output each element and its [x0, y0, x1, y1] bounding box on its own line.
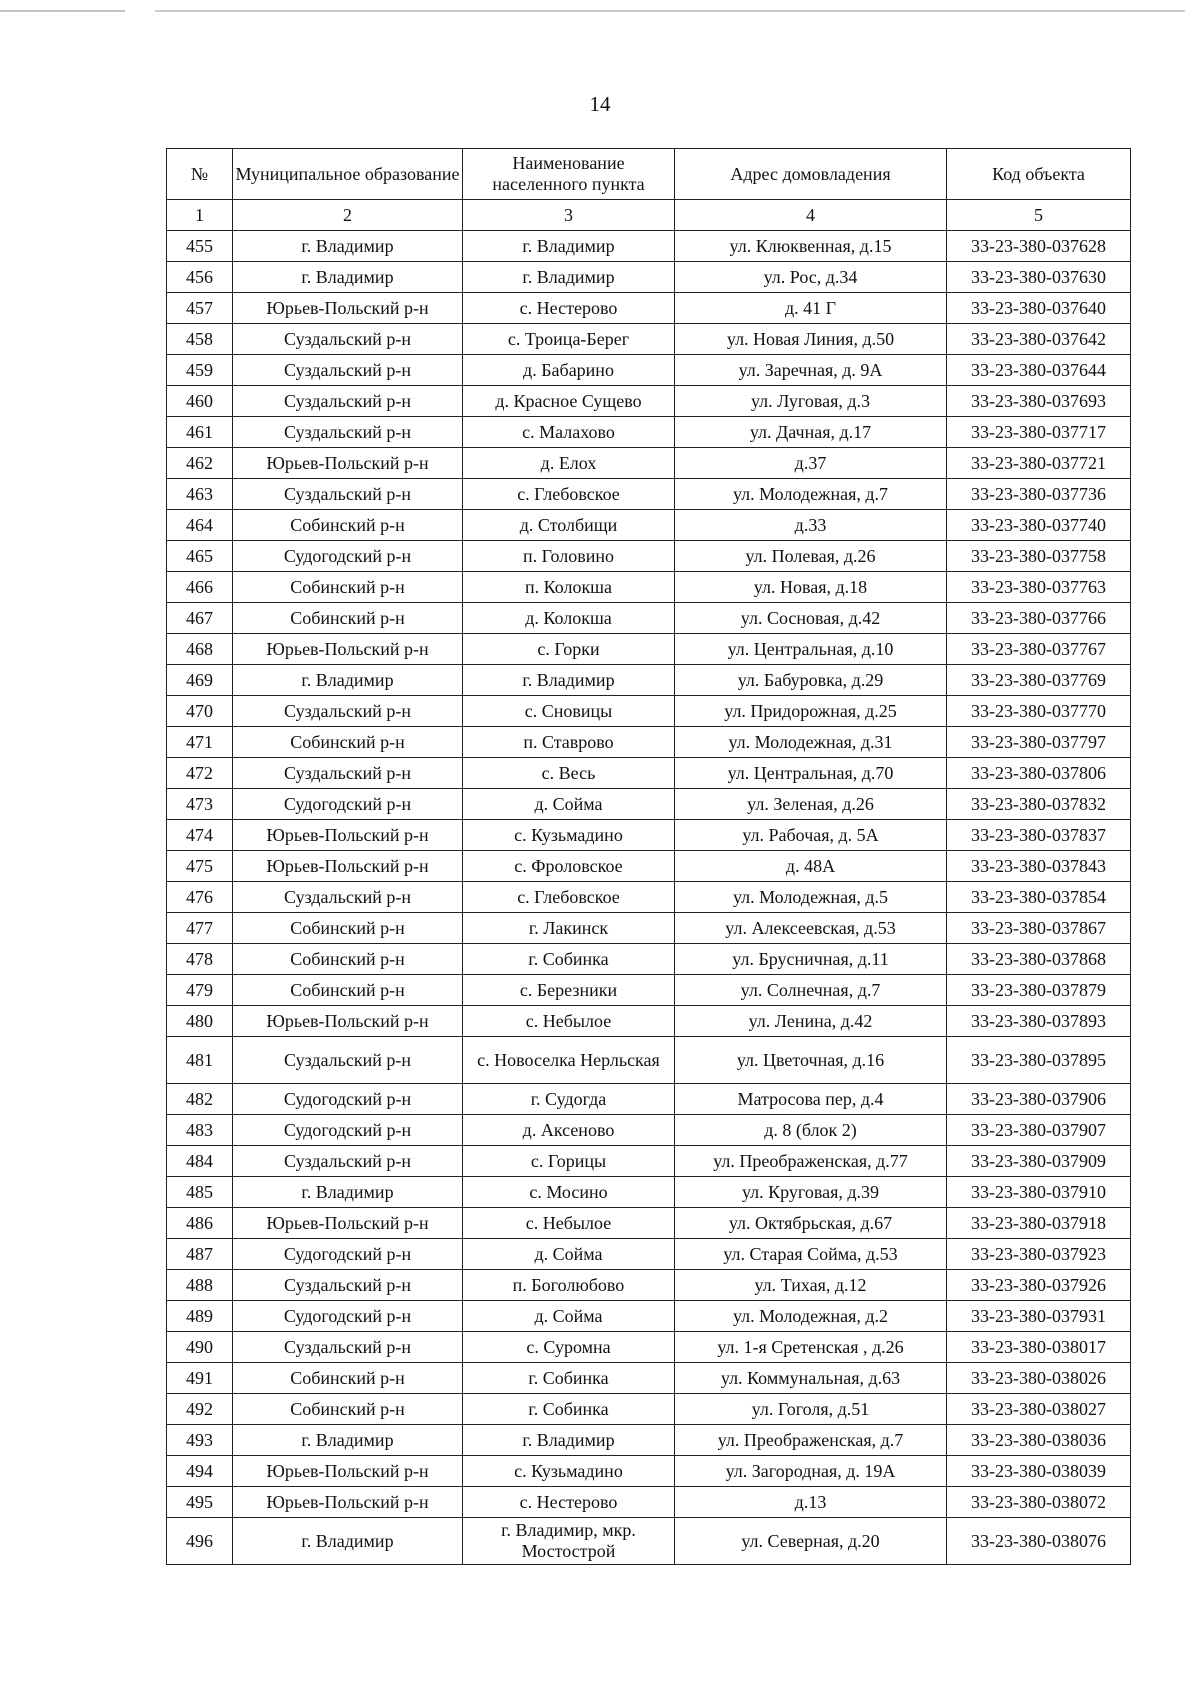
settlement-cell: д. Столбищи — [463, 510, 675, 541]
table-row — [167, 293, 1131, 324]
object-code-cell: 33-23-380-037644 — [947, 355, 1131, 386]
table-row — [167, 1363, 1131, 1394]
municipality-cell: Суздальский р-н — [233, 355, 463, 386]
object-code-cell: 33-23-380-037642 — [947, 324, 1131, 355]
address-cell: ул. Рабочая, д. 5А — [675, 820, 947, 851]
row-number-cell: 469 — [167, 665, 233, 696]
object-code-cell: 33-23-380-037766 — [947, 603, 1131, 634]
row-number-cell: 487 — [167, 1239, 233, 1270]
address-cell: ул. 1-я Сретенская , д.26 — [675, 1332, 947, 1363]
municipality-cell: Юрьев-Польский р-н — [233, 820, 463, 851]
address-cell: д. 48А — [675, 851, 947, 882]
municipality-cell: Юрьев-Польский р-н — [233, 1487, 463, 1518]
column-number: 1 — [167, 200, 233, 231]
municipality-cell: Собинский р-н — [233, 572, 463, 603]
settlement-cell: д. Бабарино — [463, 355, 675, 386]
object-code-cell: 33-23-380-037910 — [947, 1177, 1131, 1208]
header-object-code: Код объекта — [947, 149, 1131, 200]
settlement-cell: г. Судогда — [463, 1084, 675, 1115]
table-row — [167, 1037, 1131, 1084]
municipality-cell: Юрьев-Польский р-н — [233, 851, 463, 882]
object-code-cell: 33-23-380-037843 — [947, 851, 1131, 882]
row-number-cell: 463 — [167, 479, 233, 510]
municipality-cell: Суздальский р-н — [233, 758, 463, 789]
table-row — [167, 1270, 1131, 1301]
settlement-cell: с. Мосино — [463, 1177, 675, 1208]
column-number: 3 — [463, 200, 675, 231]
settlement-cell: г. Владимир — [463, 262, 675, 293]
municipality-cell: Собинский р-н — [233, 1394, 463, 1425]
address-cell: ул. Октябрьская, д.67 — [675, 1208, 947, 1239]
row-number-cell: 460 — [167, 386, 233, 417]
municipality-cell: Судогодский р-н — [233, 1115, 463, 1146]
row-number-cell: 476 — [167, 882, 233, 913]
row-number-cell: 490 — [167, 1332, 233, 1363]
settlement-cell: с. Кузьмадино — [463, 1456, 675, 1487]
table-row — [167, 882, 1131, 913]
row-number-cell: 480 — [167, 1006, 233, 1037]
object-code-cell: 33-23-380-037806 — [947, 758, 1131, 789]
table-row — [167, 1518, 1131, 1565]
object-code-cell: 33-23-380-038027 — [947, 1394, 1131, 1425]
row-number-cell: 481 — [167, 1037, 233, 1084]
row-number-cell: 478 — [167, 944, 233, 975]
address-cell: ул. Заречная, д. 9А — [675, 355, 947, 386]
address-cell: ул. Центральная, д.10 — [675, 634, 947, 665]
address-cell: ул. Загородная, д. 19А — [675, 1456, 947, 1487]
municipality-cell: Собинский р-н — [233, 1363, 463, 1394]
object-code-cell: 33-23-380-037767 — [947, 634, 1131, 665]
municipality-cell: Юрьев-Польский р-н — [233, 634, 463, 665]
settlement-cell: д. Сойма — [463, 1301, 675, 1332]
municipality-cell: Собинский р-н — [233, 727, 463, 758]
address-cell: д. 41 Г — [675, 293, 947, 324]
municipality-cell: Суздальский р-н — [233, 1146, 463, 1177]
object-code-cell: 33-23-380-037868 — [947, 944, 1131, 975]
address-cell: ул. Молодежная, д.2 — [675, 1301, 947, 1332]
object-code-cell: 33-23-380-037797 — [947, 727, 1131, 758]
row-number-cell: 457 — [167, 293, 233, 324]
address-cell: д. 8 (блок 2) — [675, 1115, 947, 1146]
row-number-cell: 456 — [167, 262, 233, 293]
object-code-cell: 33-23-380-038017 — [947, 1332, 1131, 1363]
row-number-cell: 472 — [167, 758, 233, 789]
address-cell: д.37 — [675, 448, 947, 479]
municipality-cell: Судогодский р-н — [233, 1239, 463, 1270]
municipality-cell: Суздальский р-н — [233, 479, 463, 510]
address-cell: ул. Тихая, д.12 — [675, 1270, 947, 1301]
municipality-cell: Юрьев-Польский р-н — [233, 293, 463, 324]
address-cell: ул. Круговая, д.39 — [675, 1177, 947, 1208]
row-number-cell: 477 — [167, 913, 233, 944]
settlement-cell: г. Собинка — [463, 1394, 675, 1425]
table-row — [167, 1146, 1131, 1177]
address-cell: ул. Сосновая, д.42 — [675, 603, 947, 634]
object-code-cell: 33-23-380-038039 — [947, 1456, 1131, 1487]
settlement-cell: с. Троица-Берег — [463, 324, 675, 355]
address-cell: ул. Луговая, д.3 — [675, 386, 947, 417]
table-row — [167, 572, 1131, 603]
address-cell: д.33 — [675, 510, 947, 541]
registry-table — [166, 148, 1131, 1565]
table-row — [167, 324, 1131, 355]
table-row — [167, 727, 1131, 758]
column-number: 4 — [675, 200, 947, 231]
row-number-cell: 482 — [167, 1084, 233, 1115]
object-code-cell: 33-23-380-037926 — [947, 1270, 1131, 1301]
object-code-cell: 33-23-380-037906 — [947, 1084, 1131, 1115]
row-number-cell: 493 — [167, 1425, 233, 1456]
row-number-cell: 462 — [167, 448, 233, 479]
address-cell: ул. Алексеевская, д.53 — [675, 913, 947, 944]
object-code-cell: 33-23-380-037909 — [947, 1146, 1131, 1177]
municipality-cell: Судогодский р-н — [233, 1084, 463, 1115]
settlement-cell: г. Владимир — [463, 231, 675, 262]
municipality-cell: Суздальский р-н — [233, 882, 463, 913]
row-number-cell: 488 — [167, 1270, 233, 1301]
municipality-cell: г. Владимир — [233, 262, 463, 293]
header-settlement: Наименование населенного пункта — [463, 149, 675, 200]
municipality-cell: Собинский р-н — [233, 603, 463, 634]
address-cell: ул. Северная, д.20 — [675, 1518, 947, 1565]
object-code-cell: 33-23-380-037740 — [947, 510, 1131, 541]
object-code-cell: 33-23-380-038076 — [947, 1518, 1131, 1565]
address-cell: ул. Новая, д.18 — [675, 572, 947, 603]
settlement-cell: д. Аксеново — [463, 1115, 675, 1146]
row-number-cell: 471 — [167, 727, 233, 758]
municipality-cell: Собинский р-н — [233, 975, 463, 1006]
settlement-cell: с. Глебовское — [463, 479, 675, 510]
row-number-cell: 458 — [167, 324, 233, 355]
municipality-cell: Собинский р-н — [233, 510, 463, 541]
settlement-cell: с. Небылое — [463, 1006, 675, 1037]
row-number-cell: 473 — [167, 789, 233, 820]
object-code-cell: 33-23-380-037893 — [947, 1006, 1131, 1037]
row-number-cell: 491 — [167, 1363, 233, 1394]
header-address: Адрес домовладения — [675, 149, 947, 200]
row-number-cell: 485 — [167, 1177, 233, 1208]
table-row — [167, 479, 1131, 510]
address-cell: ул. Молодежная, д.5 — [675, 882, 947, 913]
table-row — [167, 1208, 1131, 1239]
row-number-cell: 470 — [167, 696, 233, 727]
table-row — [167, 696, 1131, 727]
municipality-cell: Судогодский р-н — [233, 789, 463, 820]
row-number-cell: 486 — [167, 1208, 233, 1239]
row-number-cell: 459 — [167, 355, 233, 386]
table-row — [167, 541, 1131, 572]
row-number-cell: 465 — [167, 541, 233, 572]
table-row — [167, 789, 1131, 820]
object-code-cell: 33-23-380-037630 — [947, 262, 1131, 293]
settlement-cell: д. Елох — [463, 448, 675, 479]
object-code-cell: 33-23-380-038072 — [947, 1487, 1131, 1518]
column-number-row — [167, 200, 1131, 231]
settlement-cell: с. Горки — [463, 634, 675, 665]
settlement-cell: г. Владимир — [463, 1425, 675, 1456]
municipality-cell: г. Владимир — [233, 665, 463, 696]
settlement-cell: с. Нестерово — [463, 1487, 675, 1518]
municipality-cell: Юрьев-Польский р-н — [233, 448, 463, 479]
municipality-cell: Суздальский р-н — [233, 1332, 463, 1363]
municipality-cell: Судогодский р-н — [233, 541, 463, 572]
table-row — [167, 1239, 1131, 1270]
table-row — [167, 851, 1131, 882]
table-row — [167, 1301, 1131, 1332]
table-row — [167, 417, 1131, 448]
table-row — [167, 944, 1131, 975]
municipality-cell: Собинский р-н — [233, 944, 463, 975]
object-code-cell: 33-23-380-037628 — [947, 231, 1131, 262]
object-code-cell: 33-23-380-037736 — [947, 479, 1131, 510]
address-cell: д.13 — [675, 1487, 947, 1518]
table-row — [167, 448, 1131, 479]
municipality-cell: Суздальский р-н — [233, 1270, 463, 1301]
row-number-cell: 474 — [167, 820, 233, 851]
table-body — [167, 231, 1131, 1565]
table-row — [167, 1487, 1131, 1518]
settlement-cell: с. Глебовское — [463, 882, 675, 913]
table-row — [167, 913, 1131, 944]
object-code-cell: 33-23-380-037923 — [947, 1239, 1131, 1270]
municipality-cell: Собинский р-н — [233, 913, 463, 944]
object-code-cell: 33-23-380-037770 — [947, 696, 1131, 727]
address-cell: ул. Зеленая, д.26 — [675, 789, 947, 820]
row-number-cell: 489 — [167, 1301, 233, 1332]
table-row — [167, 231, 1131, 262]
settlement-cell: с. Малахово — [463, 417, 675, 448]
row-number-cell: 467 — [167, 603, 233, 634]
address-cell: ул. Старая Сойма, д.53 — [675, 1239, 947, 1270]
settlement-cell: с. Весь — [463, 758, 675, 789]
header-municipality: Муниципальное образование — [233, 149, 463, 200]
address-cell: ул. Ленина, д.42 — [675, 1006, 947, 1037]
address-cell: ул. Центральная, д.70 — [675, 758, 947, 789]
municipality-cell: Суздальский р-н — [233, 386, 463, 417]
row-number-cell: 494 — [167, 1456, 233, 1487]
municipality-cell: Суздальский р-н — [233, 696, 463, 727]
object-code-cell: 33-23-380-037918 — [947, 1208, 1131, 1239]
table-row — [167, 603, 1131, 634]
table-row — [167, 975, 1131, 1006]
object-code-cell: 33-23-380-037837 — [947, 820, 1131, 851]
municipality-cell: г. Владимир — [233, 231, 463, 262]
settlement-cell: д. Красное Сущево — [463, 386, 675, 417]
settlement-cell: г. Владимир, мкр. Мостострой — [463, 1518, 675, 1565]
row-number-cell: 464 — [167, 510, 233, 541]
row-number-cell: 495 — [167, 1487, 233, 1518]
object-code-cell: 33-23-380-037721 — [947, 448, 1131, 479]
table-row — [167, 1425, 1131, 1456]
object-code-cell: 33-23-380-037832 — [947, 789, 1131, 820]
address-cell: ул. Преображенская, д.77 — [675, 1146, 947, 1177]
settlement-cell: с. Сновицы — [463, 696, 675, 727]
table-row — [167, 1177, 1131, 1208]
object-code-cell: 33-23-380-037758 — [947, 541, 1131, 572]
column-number: 5 — [947, 200, 1131, 231]
row-number-cell: 468 — [167, 634, 233, 665]
address-cell: ул. Брусничная, д.11 — [675, 944, 947, 975]
table-row — [167, 1115, 1131, 1146]
object-code-cell: 33-23-380-037907 — [947, 1115, 1131, 1146]
settlement-cell: с. Горицы — [463, 1146, 675, 1177]
settlement-cell: г. Собинка — [463, 944, 675, 975]
settlement-cell: с. Небылое — [463, 1208, 675, 1239]
settlement-cell: п. Колокша — [463, 572, 675, 603]
settlement-cell: с. Суромна — [463, 1332, 675, 1363]
address-cell: ул. Преображенская, д.7 — [675, 1425, 947, 1456]
table-row — [167, 355, 1131, 386]
settlement-cell: с. Новоселка Нерльская — [463, 1037, 675, 1084]
table-row — [167, 665, 1131, 696]
table-row — [167, 1394, 1131, 1425]
object-code-cell: 33-23-380-037879 — [947, 975, 1131, 1006]
row-number-cell: 492 — [167, 1394, 233, 1425]
address-cell: ул. Коммунальная, д.63 — [675, 1363, 947, 1394]
table-row — [167, 634, 1131, 665]
municipality-cell: Суздальский р-н — [233, 1037, 463, 1084]
address-cell: Матросова пер, д.4 — [675, 1084, 947, 1115]
row-number-cell: 466 — [167, 572, 233, 603]
object-code-cell: 33-23-380-038036 — [947, 1425, 1131, 1456]
address-cell: ул. Рос, д.34 — [675, 262, 947, 293]
settlement-cell: п. Боголюбово — [463, 1270, 675, 1301]
table-row — [167, 820, 1131, 851]
settlement-cell: д. Сойма — [463, 1239, 675, 1270]
settlement-cell: с. Нестерово — [463, 293, 675, 324]
header-row — [167, 149, 1131, 200]
object-code-cell: 33-23-380-037693 — [947, 386, 1131, 417]
address-cell: ул. Солнечная, д.7 — [675, 975, 947, 1006]
object-code-cell: 33-23-380-037895 — [947, 1037, 1131, 1084]
settlement-cell: с. Фроловское — [463, 851, 675, 882]
header-number: № — [167, 149, 233, 200]
municipality-cell: г. Владимир — [233, 1177, 463, 1208]
column-number: 2 — [233, 200, 463, 231]
table-row — [167, 1006, 1131, 1037]
address-cell: ул. Бабуровка, д.29 — [675, 665, 947, 696]
municipality-cell: Юрьев-Польский р-н — [233, 1006, 463, 1037]
table-row — [167, 758, 1131, 789]
settlement-cell: п. Головино — [463, 541, 675, 572]
object-code-cell: 33-23-380-037763 — [947, 572, 1131, 603]
object-code-cell: 33-23-380-037931 — [947, 1301, 1131, 1332]
scan-edge-line — [0, 10, 1200, 12]
address-cell: ул. Дачная, д.17 — [675, 417, 947, 448]
municipality-cell: г. Владимир — [233, 1518, 463, 1565]
row-number-cell: 484 — [167, 1146, 233, 1177]
table-row — [167, 262, 1131, 293]
row-number-cell: 455 — [167, 231, 233, 262]
table-row — [167, 510, 1131, 541]
municipality-cell: Суздальский р-н — [233, 324, 463, 355]
address-cell: ул. Молодежная, д.7 — [675, 479, 947, 510]
row-number-cell: 475 — [167, 851, 233, 882]
object-code-cell: 33-23-380-038026 — [947, 1363, 1131, 1394]
address-cell: ул. Клюквенная, д.15 — [675, 231, 947, 262]
table-row — [167, 1084, 1131, 1115]
row-number-cell: 496 — [167, 1518, 233, 1565]
municipality-cell: Судогодский р-н — [233, 1301, 463, 1332]
address-cell: ул. Полевая, д.26 — [675, 541, 947, 572]
address-cell: ул. Цветочная, д.16 — [675, 1037, 947, 1084]
page-number: 14 — [589, 92, 611, 116]
settlement-cell: д. Колокша — [463, 603, 675, 634]
settlement-cell: д. Сойма — [463, 789, 675, 820]
municipality-cell: г. Владимир — [233, 1425, 463, 1456]
address-cell: ул. Гоголя, д.51 — [675, 1394, 947, 1425]
municipality-cell: Юрьев-Польский р-н — [233, 1456, 463, 1487]
settlement-cell: п. Ставрово — [463, 727, 675, 758]
table-row — [167, 1456, 1131, 1487]
settlement-cell: с. Березники — [463, 975, 675, 1006]
object-code-cell: 33-23-380-037640 — [947, 293, 1131, 324]
table-row — [167, 1332, 1131, 1363]
municipality-cell: Суздальский р-н — [233, 417, 463, 448]
object-code-cell: 33-23-380-037717 — [947, 417, 1131, 448]
municipality-cell: Юрьев-Польский р-н — [233, 1208, 463, 1239]
settlement-cell: г. Лакинск — [463, 913, 675, 944]
row-number-cell: 483 — [167, 1115, 233, 1146]
settlement-cell: г. Владимир — [463, 665, 675, 696]
row-number-cell: 461 — [167, 417, 233, 448]
object-code-cell: 33-23-380-037867 — [947, 913, 1131, 944]
address-cell: ул. Молодежная, д.31 — [675, 727, 947, 758]
object-code-cell: 33-23-380-037769 — [947, 665, 1131, 696]
table-row — [167, 386, 1131, 417]
address-cell: ул. Придорожная, д.25 — [675, 696, 947, 727]
row-number-cell: 479 — [167, 975, 233, 1006]
settlement-cell: г. Собинка — [463, 1363, 675, 1394]
address-cell: ул. Новая Линия, д.50 — [675, 324, 947, 355]
settlement-cell: с. Кузьмадино — [463, 820, 675, 851]
object-code-cell: 33-23-380-037854 — [947, 882, 1131, 913]
